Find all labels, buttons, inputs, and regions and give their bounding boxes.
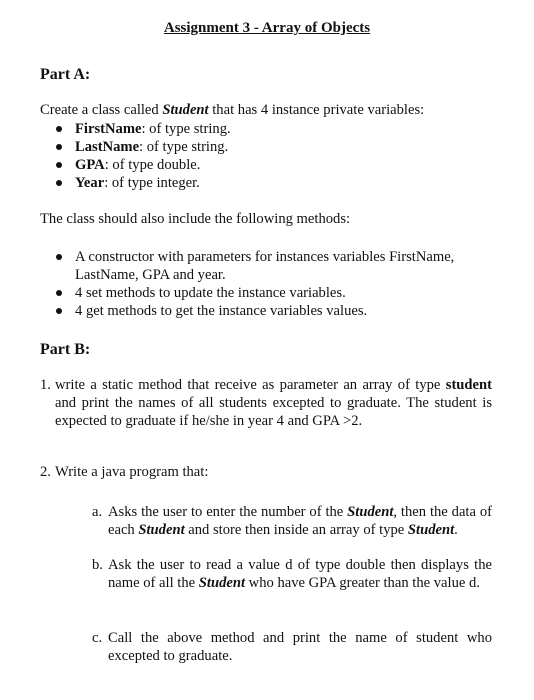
sub-item-c xyxy=(92,629,492,665)
variable-type: : of type string. xyxy=(139,139,229,155)
intro-text-after: that has 4 instance private variables: xyxy=(208,102,425,118)
part-b-heading: Part B: xyxy=(40,341,91,358)
numbered-item-1 xyxy=(40,376,492,430)
text-run: Asks the user to enter the number of the xyxy=(108,504,348,520)
numbered-item-2 xyxy=(40,463,492,481)
class-name: Student xyxy=(138,522,185,538)
variable-name: Year xyxy=(75,175,105,191)
variables-list xyxy=(56,120,476,192)
text-run: who have GPA greater than the value d. xyxy=(245,575,480,591)
variable-type: : of type double. xyxy=(104,157,201,173)
text-run: Ask the user to read a value d of type double then displays the name of all the xyxy=(108,557,492,591)
class-name: Student xyxy=(347,504,394,520)
list-item: 4 set methods to update the instance variables. xyxy=(56,284,476,302)
list-item: A constructor with parameters for instances variables FirstName, LastName, GPA and year. xyxy=(56,248,476,284)
text-run: and print the names of all students excepted to graduate. The student is expected to graduate if he/she in year 4 and GPA >2. xyxy=(55,395,492,429)
text-run: . xyxy=(454,522,458,538)
list-item xyxy=(56,120,476,138)
methods-list xyxy=(56,248,476,320)
text-run: write a static method that receive as parameter an array of type xyxy=(55,377,446,393)
list-item: 4 get methods to get the instance variables values. xyxy=(56,302,476,320)
intro-text-before: Create a class called xyxy=(40,102,163,118)
item-text xyxy=(108,503,492,539)
text-run: , then the data of each xyxy=(108,504,492,538)
variable-type: : of type string. xyxy=(141,121,231,137)
class-name: Student xyxy=(407,522,455,538)
part-a-intro xyxy=(40,101,424,119)
methods-intro: The class should also include the following methods: xyxy=(40,211,351,227)
intro-class-name: Student xyxy=(162,102,209,118)
item-text: Write a java program that: xyxy=(55,464,209,480)
text-run: and store then inside an array of type xyxy=(184,522,408,538)
item-number: 2. xyxy=(40,464,51,480)
sub-item-a xyxy=(92,503,492,539)
item-text xyxy=(108,556,492,592)
item-text: Call the above method and print the name of student who excepted to graduate. xyxy=(108,630,492,664)
document-title: Assignment 3 - Array of Objects xyxy=(163,20,371,36)
list-item xyxy=(56,174,476,192)
item-letter: a. xyxy=(92,504,103,520)
list-item xyxy=(56,156,476,174)
variable-name: FirstName xyxy=(75,121,142,137)
part-a-heading: Part A: xyxy=(40,66,91,83)
item-number: 1. xyxy=(40,377,51,393)
variable-name: GPA xyxy=(75,157,105,173)
variable-name: LastName xyxy=(75,139,140,155)
class-name: Student xyxy=(198,575,246,591)
item-letter: c. xyxy=(92,630,103,646)
variable-type: : of type integer. xyxy=(104,175,200,191)
item-letter: b. xyxy=(92,557,103,573)
item-text xyxy=(55,376,492,430)
sub-item-b xyxy=(92,556,492,592)
type-name: student xyxy=(445,377,492,393)
list-item xyxy=(56,138,476,156)
